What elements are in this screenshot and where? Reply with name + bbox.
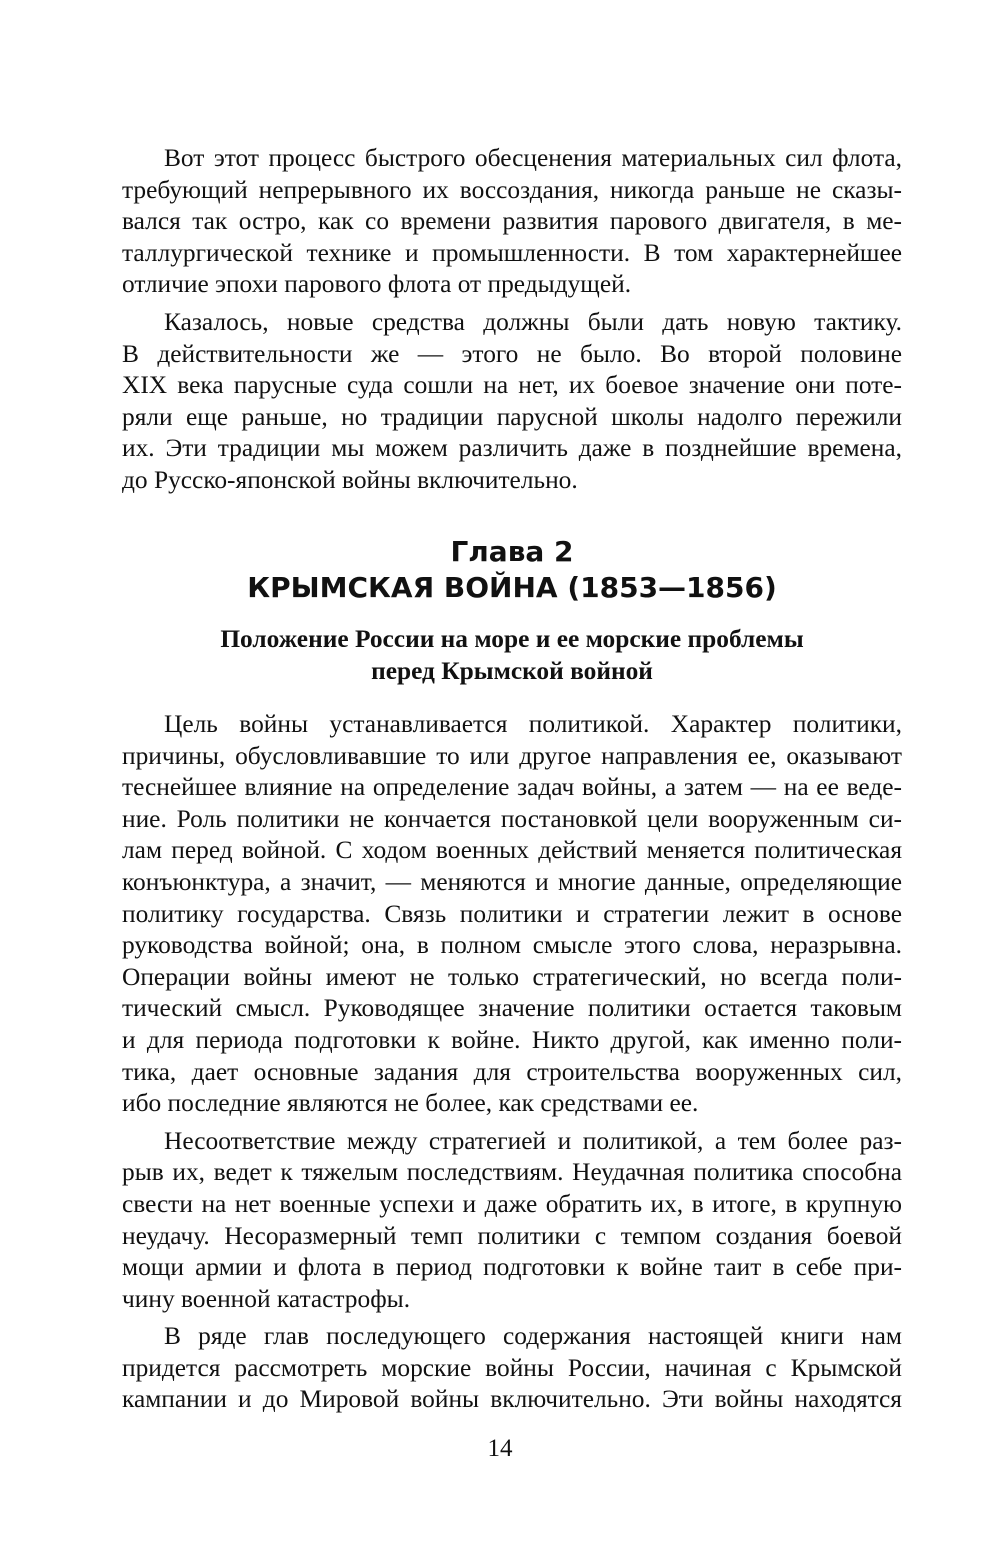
page-number: 14 xyxy=(487,1435,513,1462)
text-line: придется рассмотреть морские войны России, начиная с Крымской xyxy=(122,1353,902,1382)
section-title xyxy=(122,624,902,687)
text-line: ибо последние являются не более, как средствами ее. xyxy=(122,1089,699,1118)
text-line: кампании и до Мировой войны включительно. Эти войны находятся xyxy=(122,1385,902,1414)
text-line: рыв их, ведет к тяжелым последствиям. Неудачная политика способна xyxy=(122,1158,902,1187)
text-line: причины, обусловливавшие то или другое направления ее, оказывают xyxy=(122,741,902,770)
main-paragraph-1 xyxy=(122,709,902,1120)
text-line: Вот этот процесс быстрого обесценения материальных сил флота, xyxy=(164,144,902,172)
main-paragraph-3 xyxy=(122,1321,902,1416)
text-line: теснейшее влияние на определение задач войны, а затем — на ее веде- xyxy=(122,773,902,802)
text-line: В действительности же — этого не было. Во второй половине xyxy=(122,339,902,368)
text-line: неудачу. Несоразмерный темп политики с темпом создания боевой xyxy=(122,1221,902,1250)
text-line: мощи армии и флота в период подготовки к войне таит в себе при- xyxy=(122,1253,902,1282)
text-line: тический смысл. Руководящее значение политики остается таковым xyxy=(122,994,902,1023)
text-line: Цель войны устанавливается политикой. Характер политики, xyxy=(164,710,902,738)
text-line: требующий непрерывного их воссоздания, никогда раньше не сказы- xyxy=(122,175,902,204)
text-line: XIX века парусные суда сошли на нет, их боевое значение они поте- xyxy=(122,371,902,400)
chapter-label: Глава 2 xyxy=(450,535,574,568)
section-title-line: Положение России на море и ее морские проблемы xyxy=(220,625,804,653)
text-line: тика, дает основные задания для строительства вооруженных сил, xyxy=(122,1057,902,1086)
main-text xyxy=(122,709,902,1422)
text-line: и для периода подготовки к войне. Никто другой, как именно поли- xyxy=(122,1025,902,1054)
text-line: Операции войны имеют не только стратегический, но всегда поли- xyxy=(122,962,902,991)
text-line: их. Эти традиции мы можем различить даже в позднейшие времена, xyxy=(122,434,902,463)
intro-text xyxy=(122,143,902,503)
text-line: руководства войной; она, в полном смысле этого слова, неразрывна. xyxy=(122,931,902,960)
text-line: ние. Роль политики не кончается постановкой цели вооруженным си- xyxy=(122,804,902,833)
text-line: таллургической технике и промышленности. В том характернейшее xyxy=(122,238,902,267)
intro-paragraph-2 xyxy=(122,307,902,497)
text-line: политику государства. Связь политики и стратегии лежит в основе xyxy=(122,899,902,928)
text-line: Казалось, новые средства должны были дать новую тактику. xyxy=(164,307,902,336)
main-paragraph-2 xyxy=(122,1126,902,1316)
intro-paragraph-1 xyxy=(122,143,902,301)
text-line: конъюнктура, а значит, — меняются и многие данные, определяющие xyxy=(122,867,902,896)
section-title-line: перед Крымской войной xyxy=(371,656,653,685)
text-line: чину военной катастрофы. xyxy=(122,1284,411,1313)
text-line: Несоответствие между стратегией и политикой, а тем более раз- xyxy=(164,1126,902,1155)
text-line: отличие эпохи парового флота от предыдущей. xyxy=(122,270,632,299)
text-line: вался так остро, как со времени развития парового двигателя, в ме- xyxy=(122,207,902,236)
text-line: В ряде глав последующего содержания настоящей книги нам xyxy=(164,1322,902,1351)
chapter-title: КРЫМСКАЯ ВОЙНА (1853—1856) xyxy=(247,571,777,604)
text-line: до Русско-японской войны включительно. xyxy=(122,465,578,494)
text-line: лам перед войной. С ходом военных действий меняется политическая xyxy=(122,836,902,865)
text-line: свести на нет военные успехи и даже обратить их, в итоге, в крупную xyxy=(122,1189,902,1218)
text-line: ряли еще раньше, но традиции парусной школы надолго пережили xyxy=(122,402,902,431)
